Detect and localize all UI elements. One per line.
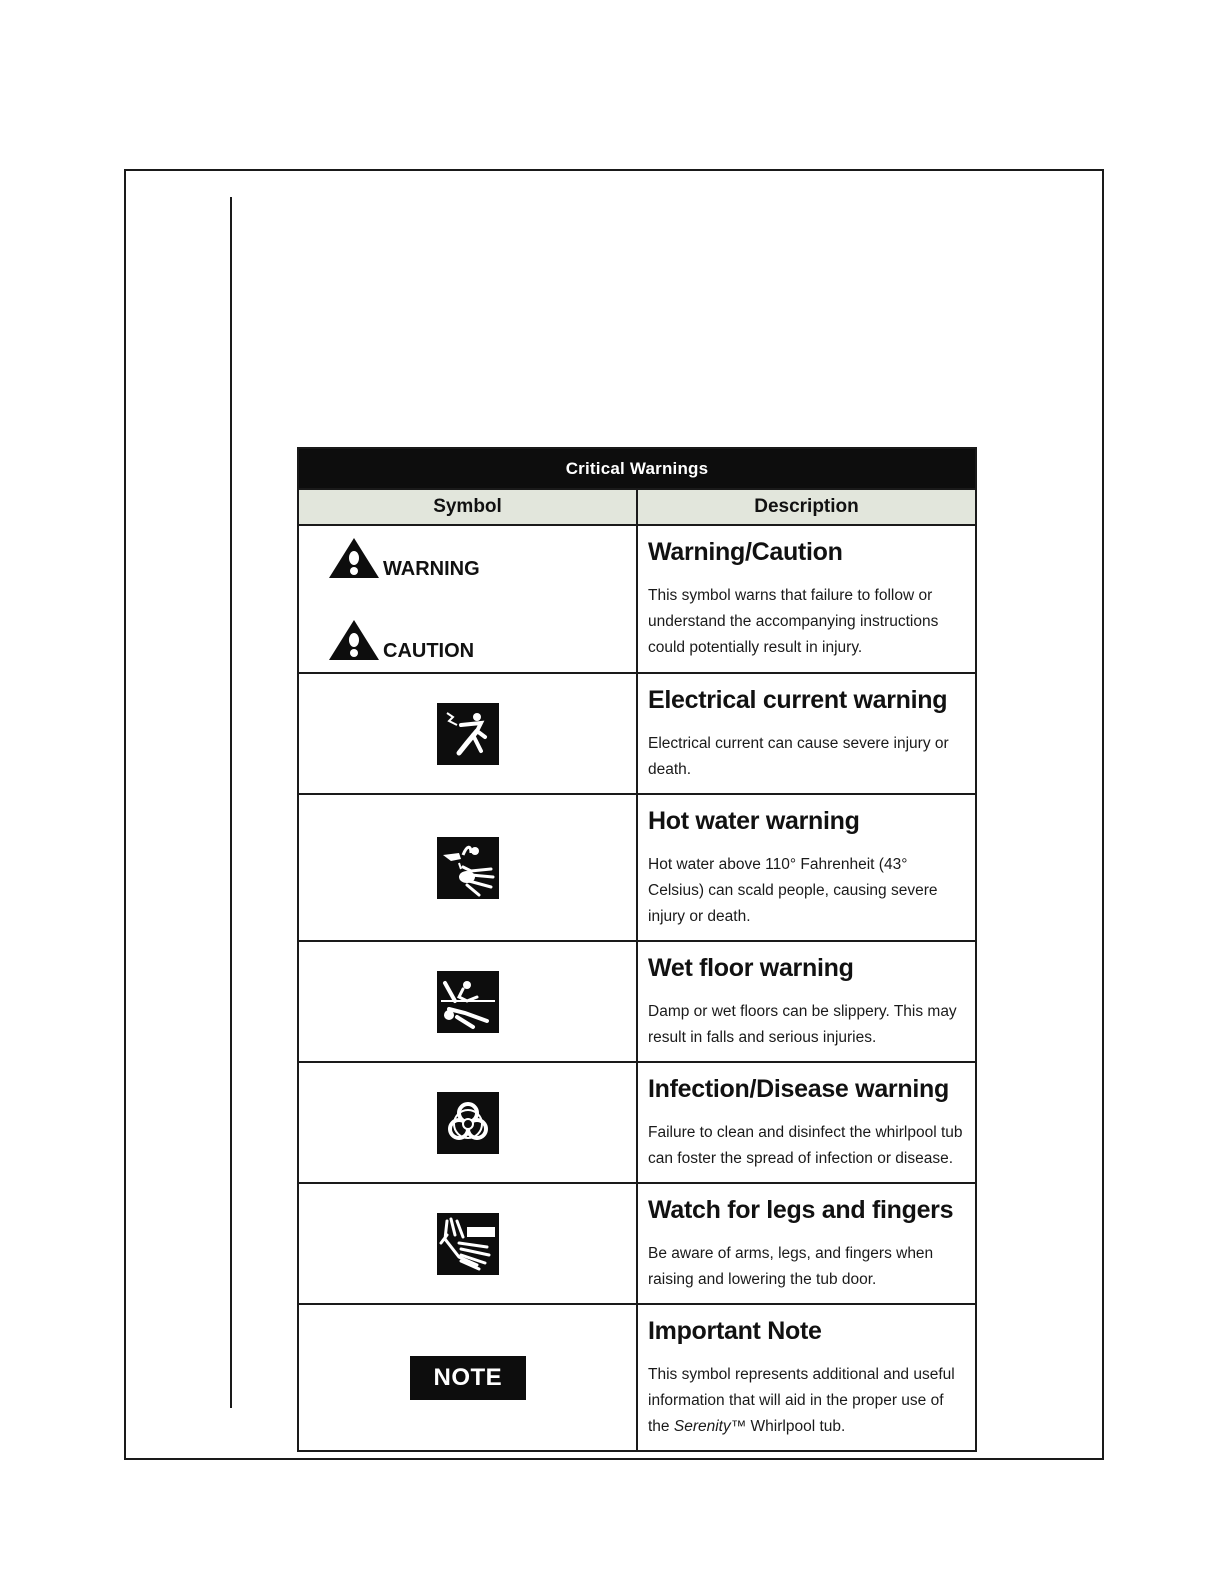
warning-triangle-icon (327, 536, 381, 580)
symbol-cell (298, 941, 637, 1062)
table-row (298, 941, 976, 1062)
description-cell (637, 1304, 976, 1451)
symbol-cell (298, 673, 637, 794)
symbol-cell (298, 1183, 637, 1304)
table-row (298, 1062, 976, 1183)
biohazard-icon (437, 1092, 499, 1154)
row-title: Wet floor warning (648, 954, 854, 982)
row-title: Warning/Caution (648, 538, 843, 566)
description-cell (637, 673, 976, 794)
row-text: Hot water above 110° Fahrenheit (43° Celsius) can scald people, causing severe injury or death. (648, 856, 938, 925)
product-name: Serenity™ (673, 1418, 747, 1435)
caution-label: CAUTION (327, 618, 474, 662)
table-title: Critical Warnings (298, 448, 976, 489)
description-cell (637, 1062, 976, 1183)
description-cell (637, 794, 976, 941)
symbol-cell (298, 794, 637, 941)
description-cell (637, 941, 976, 1062)
table-row (298, 794, 976, 941)
pinch-hand-icon (437, 1213, 499, 1275)
table-row (298, 525, 976, 673)
warning-label: WARNING (327, 536, 480, 580)
symbol-cell (298, 1062, 637, 1183)
margin-rule (230, 197, 232, 1408)
row-title: Infection/Disease warning (648, 1075, 949, 1103)
description-cell (637, 525, 976, 673)
table-row (298, 1304, 976, 1451)
row-title: Hot water warning (648, 807, 860, 835)
electrical-current-icon (437, 703, 499, 765)
row-title: Electrical current warning (648, 686, 948, 714)
row-text: Electrical current can cause severe injury or death. (648, 735, 949, 778)
critical-warnings-table (297, 447, 977, 1452)
row-text: Damp or wet floors can be slippery. This may result in falls and serious injuries. (648, 1003, 957, 1046)
wet-floor-icon (437, 971, 499, 1033)
description-column-header: Description (637, 489, 976, 525)
row-title: Important Note (648, 1317, 822, 1345)
hot-water-icon (437, 837, 499, 899)
row-text: This symbol represents additional and useful information that will aid in the proper use of the Serenity™ Whirlpool tub. (648, 1366, 955, 1435)
symbol-cell (298, 1304, 637, 1451)
table-row (298, 673, 976, 794)
row-text: This symbol warns that failure to follow or understand the accompanying instructions could potentially result in injury. (648, 587, 939, 656)
row-text: Be aware of arms, legs, and fingers when raising and lowering the tub door. (648, 1245, 934, 1288)
description-cell (637, 1183, 976, 1304)
note-badge: NOTE (410, 1356, 526, 1400)
symbol-column-header: Symbol (298, 489, 637, 525)
row-title: Watch for legs and fingers (648, 1196, 954, 1224)
table-row (298, 1183, 976, 1304)
warning-triangle-icon (327, 618, 381, 662)
row-text: Failure to clean and disinfect the whirlpool tub can foster the spread of infection or disease. (648, 1124, 963, 1167)
symbol-cell (298, 525, 637, 673)
